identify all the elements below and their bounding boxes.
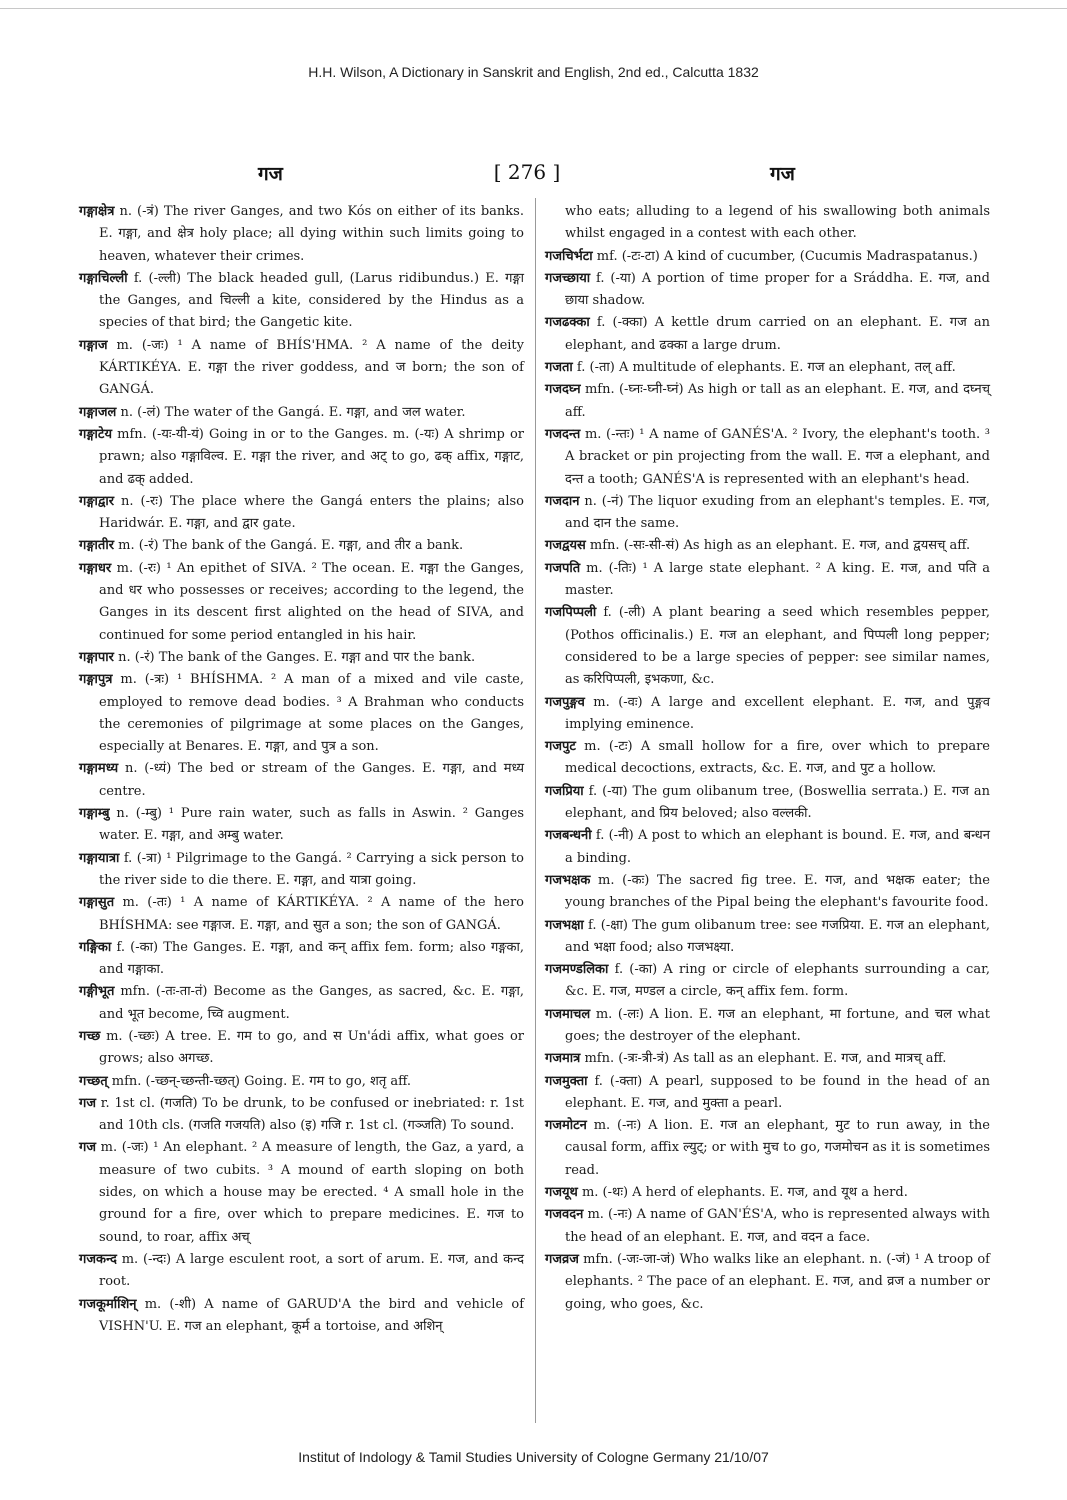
entry-headword: गजमोटन (545, 1118, 587, 1134)
entry-text: m. (-नः) A name of GAN'ÉS'A, who is represented always with the head of an elephant. E. गज, and वदन a face. (565, 1207, 990, 1245)
entry-headword: गजता (545, 360, 573, 376)
entry-headword: गजमाचल (545, 1006, 591, 1022)
entry-text: mfn. (-तः-ता-तं) Become as the Ganges, as sacred, &c. E. गङ्गा, and भूत become, च्वि augment. (99, 984, 524, 1022)
source-footer: Institut of Indology & Tamil Studies University of Cologne Germany 21/10/07 (298, 1449, 769, 1465)
dictionary-entry (79, 981, 524, 1026)
entry-headword: गजमात्र (545, 1051, 581, 1067)
entry-headword: गङ्गासुत (79, 895, 115, 911)
entry-text: m. (-लः) A lion. E. गज an elephant, मा fortune, and चल what goes; the destroyer of the elephant. (565, 1006, 991, 1044)
entry-headword: गजपति (545, 560, 581, 576)
running-head-right: गज (770, 163, 795, 185)
entry-headword: गजप्रिया (545, 783, 584, 799)
entry-text: m. (-टः) A small hollow for a fire, over which to prepare medical decoctions, extracts, &c. E. गज, and पुट a hollow. (565, 739, 991, 777)
entry-text: mfn. (-घ्नः-घ्नी-घ्नं) As high or tall as an elephant. E. गज, and दघ्नच् aff. (565, 382, 991, 420)
entry-text: f. (-या) A portion of time proper for a Sráddha. E. गज, and छाया shadow. (565, 270, 991, 309)
dictionary-entry (545, 357, 990, 379)
dictionary-entry (545, 870, 990, 915)
entry-headword: गजभक्षक (545, 872, 591, 888)
entry-text: f. (-क्का) A kettle drum carried on an elephant. E. गज an elephant, and ढक्का a large drum. (565, 315, 990, 353)
entry-headword: गङ्गिका (79, 939, 112, 955)
dictionary-entry (545, 201, 990, 246)
entry-headword: गजदघ्न (545, 382, 581, 398)
dictionary-entry (79, 1071, 524, 1093)
entry-headword: गङ्गाक्षेत्र (79, 204, 115, 219)
dictionary-entry (545, 535, 990, 557)
dictionary-entry (545, 268, 990, 313)
entry-text: n. (-ध्यं) The bed or stream of the Ganges. E. गङ्गा, and मध्य centre. (99, 761, 525, 799)
entry-text: n. (-म्बु) ¹ Pure rain water, such as falls in Aswin. ² Ganges water. E. गङ्गा, and अम्बु water. (99, 806, 524, 844)
entry-text: f. (-ल्ली) The black headed gull, (Larus ridibundus.) E. गङ्गा the Ganges, and चिल्ली a kite, considered by the Hindus as a species of that bird; the Gangetic kite. (99, 270, 524, 331)
dictionary-entry (79, 268, 524, 335)
scan-edge-line (0, 8, 1067, 9)
entry-headword: गङ्गापार (79, 649, 114, 665)
entry-text: f. (-का) The Ganges. E. गङ्गा, and कन् affix fem. form; also गङ्गका, and गङ्गाका. (99, 939, 524, 978)
dictionary-entry (545, 491, 990, 536)
entry-text: f. (-या) The gum olibanum tree, (Boswellia serrata.) E. गज an elephant, and प्रिय beloved; also वल्लकी. (565, 783, 990, 822)
dictionary-entry (79, 1137, 524, 1248)
entry-headword: गज (79, 1095, 96, 1111)
entry-text: who eats; alluding to a legend of his swallowing both animals whilst engaged in a contest with each other. (565, 204, 990, 242)
entry-text: f. (-का) A ring or circle of elephants surrounding a car, &c. E. गज, मण्डल a circle, कन् affix fem. form. (565, 962, 990, 1000)
dictionary-entry (545, 692, 990, 737)
entry-headword: गजबन्धनी (545, 828, 592, 844)
entry-headword: गच्छ (79, 1028, 101, 1044)
entry-headword: गजपिप्पली (545, 605, 597, 621)
entry-headword: गजपुट (545, 739, 576, 755)
dictionary-entry (545, 246, 990, 268)
dictionary-entry (545, 379, 990, 424)
entry-text: m. (-नः) A lion. E. गज an elephant, मुट to run away, in the causal form, affix ल्युट्; or with मुच to go, गजमोचन as it is sometimes read. (565, 1118, 990, 1178)
entry-headword: गजदान (545, 493, 580, 509)
entry-headword: गजव्रज (545, 1251, 579, 1267)
entry-headword: गजच्छाया (545, 270, 591, 286)
dictionary-entry (545, 1004, 990, 1049)
running-head-left: गज (258, 163, 283, 185)
entry-text: mfn. (-यः-यी-यं) Going in or to the Ganges. m. (-यः) A shrimp or prawn; also गङ्गाविल्व. E. गङ्गा the river, and अट् to go, ढक् affix, गङ्गाट, and ढक् added. (99, 426, 525, 487)
entry-headword: गङ्गायात्रा (79, 850, 120, 866)
entry-headword: गङ्गीभूत (79, 984, 115, 1000)
dictionary-entry (545, 1249, 990, 1316)
dictionary-entry (79, 201, 524, 268)
entry-headword: गजपुङ्गव (545, 694, 585, 710)
dictionary-entry (79, 1093, 524, 1138)
dictionary-entry (545, 558, 990, 603)
entry-text: m. (-न्तः) ¹ A name of GANÉS'A. ² Ivory, the elephant's tooth. ³ A bracket or pin projecting from the wall. E. गज a elephant, and दन्त a tooth; GANÉS'A is represented with an elephant's head. (565, 426, 990, 487)
entry-headword: गजभक्षा (545, 917, 584, 933)
entry-headword: गजद्वयस (545, 538, 586, 554)
entry-text: f. (-ली) A plant bearing a seed which resembles pepper, (Pothos officinalis.) E. गज an elephant, and पिप्पली long pepper; considered to be a large species of pepper: see similar names, as करिपिप्पली, इभकणा, &c. (565, 605, 990, 688)
entry-headword: गङ्गाजल (79, 404, 117, 420)
entry-text: m. (-च्छः) A tree. E. गम to go, and स Un'ádi affix, what goes or grows; also अगच्छ. (99, 1028, 524, 1067)
entry-text: m. (-जः) ¹ A name of BHÍS'HMA. ² A name of the deity KÁRTIKÉYA. E. गङ्गा the river goddess, and ज born; the son of GANGÁ. (99, 337, 524, 398)
entry-headword: गङ्गापुत्र (79, 672, 113, 688)
column-divider (535, 198, 536, 1423)
dictionary-entry (79, 803, 524, 848)
entry-text: f. (-त्रा) ¹ Pilgrimage to the Gangá. ² Carrying a sick person to the river side to die there. E. गङ्गा, and यात्रा going. (99, 850, 525, 888)
dictionary-entry (79, 335, 524, 402)
entry-headword: गङ्गामध्य (79, 761, 119, 777)
entry-headword: गङ्गाद्वार (79, 493, 115, 509)
entry-headword: गङ्गाचिल्ली (79, 270, 128, 286)
entry-headword: गजकूर्माशिन् (79, 1296, 137, 1312)
dictionary-entry (545, 825, 990, 870)
dictionary-entry (79, 558, 524, 647)
entry-text: f. (-क्षा) The gum olibanum tree: see गजप्रिया. E. गज an elephant, and भक्षा food; also गजभक्ष्या. (565, 917, 990, 955)
entry-text: f. (-क्ता) A pearl, supposed to be found in the head of an elephant. E. गज, and मुक्ता a pearl. (565, 1073, 991, 1111)
entry-headword: गजचिर्भटा (545, 248, 593, 264)
entry-text: n. (-लं) The water of the Gangá. E. गङ्गा, and जल water. (120, 404, 466, 420)
left-column (79, 201, 524, 1338)
entry-headword: गङ्गातीर (79, 538, 115, 554)
dictionary-entry (79, 647, 524, 669)
entry-text: mf. (-टः-टा) A kind of cucumber, (Cucumis Madraspatanus.) (596, 248, 978, 264)
entry-headword: गङ्गाटेय (79, 426, 113, 442)
dictionary-entry (79, 491, 524, 536)
entry-text: n. (-नं) The liquor exuding from an elephant's temples. E. गज, and दान the same. (565, 493, 990, 532)
entry-text: m. (-न्दः) A large esculent root, a sort of arum. E. गज, and कन्द root. (99, 1251, 525, 1290)
dictionary-entry (545, 1048, 990, 1070)
dictionary-entry (545, 736, 990, 781)
page-number: [ 276 ] (493, 160, 561, 184)
dictionary-entry (545, 959, 990, 1004)
entry-headword: गजदन्त (545, 426, 581, 442)
dictionary-entry (79, 1294, 524, 1339)
entry-text: m. (-जः) ¹ An elephant. ² A measure of length, the Gaz, a yard, a measure of two cubits. ³ A mound of earth sloping on both sides, on which a house may be erected. ⁴ A small hole in the ground for a fire, over which to prepare medicines. E. गज to sound, to roar, affix अच् (99, 1140, 524, 1245)
entry-headword: गजयूथ (545, 1185, 578, 1201)
entry-text: m. (-थः) A herd of elephants. E. गज, and यूथ a herd. (581, 1185, 908, 1201)
entry-headword: गजकन्द (79, 1251, 117, 1267)
dictionary-entry (545, 424, 990, 491)
entry-text: m. (-रं) The bank of the Gangá. E. गङ्गा, and तीर a bank. (118, 538, 464, 554)
entry-headword: गजढक्का (545, 315, 590, 331)
entry-text: r. 1st cl. (गजति) To be drunk, to be confused or inebriated: r. 1st and 10th cls. (गजति गजयति) also (इ) गजि r. 1st cl. (गञ्जति) To sound. (99, 1095, 524, 1134)
entry-text: mfn. (-जः-जा-जं) Who walks like an elephant. n. (-जं) ¹ A troop of elephants. ² The pace of an elephant. E. गज, and व्रज a number or going, who goes, &c. (565, 1251, 990, 1312)
source-header: H.H. Wilson, A Dictionary in Sanskrit and English, 2nd ed., Calcutta 1832 (308, 64, 759, 80)
entry-text: mfn. (-च्छन्-च्छन्ती-च्छत्) Going. E. गम to go, शतृ aff. (111, 1073, 412, 1089)
dictionary-entry (79, 937, 524, 982)
entry-headword: गङ्गाम्बु (79, 806, 110, 822)
entry-text: n. (-त्रं) The river Ganges, and two Kós on either of its banks. E. गङ्गा, and क्षेत्र holy place; all dying within such limits going to heaven, whatever their crimes. (99, 204, 524, 264)
dictionary-entry (545, 1071, 990, 1116)
entry-text: m. (-तिः) ¹ A large state elephant. ² A king. E. गज, and पति a master. (565, 560, 990, 599)
dictionary-entry (79, 535, 524, 557)
entry-text: m. (-त्रः) ¹ BHÍSHMA. ² A man of a mixed and vile caste, employed to remove dead bodies. ³ A Brahman who conducts the ceremonies of pilgrimage at some places on the Ganges, especially at Benares. E. गङ्गा, and पुत्र a son. (99, 672, 524, 755)
dictionary-entry (79, 758, 524, 803)
entry-text: n. (-रः) The place where the Gangá enters the plains; also Haridwár. E. गङ्गा, and द्वार gate. (99, 493, 524, 532)
entry-headword: गज (79, 1140, 96, 1156)
dictionary-entry (79, 1026, 524, 1071)
entry-text: m. (-शी) A name of GARUD'A the bird and vehicle of VISHN'U. E. गज an elephant, कूर्म a tortoise, and अशिन् (99, 1296, 525, 1334)
dictionary-entry (545, 312, 990, 357)
entry-headword: गजवदन (545, 1207, 584, 1223)
entry-text: f. (-नी) A post to which an elephant is bound. E. गज, and बन्धन a binding. (565, 828, 990, 866)
dictionary-entry (79, 1249, 524, 1294)
entry-text: m. (-कः) The sacred fig tree. E. गज, and भक्षक eater; the young branches of the Pipal being the elephant's favourite food. (565, 872, 990, 911)
right-column (545, 201, 990, 1316)
dictionary-entry (79, 848, 524, 893)
dictionary-entry (545, 1182, 990, 1204)
entry-headword: गङ्गाधर (79, 560, 112, 576)
dictionary-entry (79, 402, 524, 424)
dictionary-entry (545, 781, 990, 826)
dictionary-entry (79, 892, 524, 937)
entry-headword: गजमुक्ता (545, 1073, 588, 1089)
entry-text: f. (-ता) A multitude of elephants. E. गज an elephant, तल् aff. (576, 360, 956, 376)
entry-headword: गङ्गाज (79, 337, 108, 353)
dictionary-entry (79, 669, 524, 758)
entry-headword: गजमण्डलिका (545, 962, 609, 978)
entry-text: m. (-तः) ¹ A name of KÁRTIKÉYA. ² A name of the hero BHÍSHMA: see गङ्गाज. E. गङ्गा, and सुत a son; the son of GANGÁ. (99, 895, 524, 933)
entry-text: n. (-रं) The bank of the Ganges. E. गङ्गा and पार the bank. (118, 649, 476, 665)
dictionary-entry (545, 915, 990, 960)
entry-text: mfn. (-त्रः-त्री-त्रं) As tall as an elephant. E. गज, and मात्रच् aff. (584, 1051, 947, 1067)
dictionary-entry (79, 424, 524, 491)
entry-text: mfn. (-सः-सी-सं) As high as an elephant. E. गज, and द्वयसच् aff. (589, 538, 971, 554)
entry-headword: गच्छत् (79, 1073, 108, 1089)
entry-text: m. (-वः) A large and excellent elephant. E. गज, and पुङ्गव implying eminence. (565, 694, 990, 732)
dictionary-entry (545, 1115, 990, 1182)
entry-text: m. (-रः) ¹ An epithet of SIVA. ² The ocean. E. गङ्गा the Ganges, and धर who possesses or receives; according to the legend, the Ganges in its descent first alighted on the head of SIVA, and continued for some period entangled in his hair. (99, 560, 524, 643)
dictionary-entry (545, 602, 990, 691)
dictionary-entry (545, 1204, 990, 1249)
